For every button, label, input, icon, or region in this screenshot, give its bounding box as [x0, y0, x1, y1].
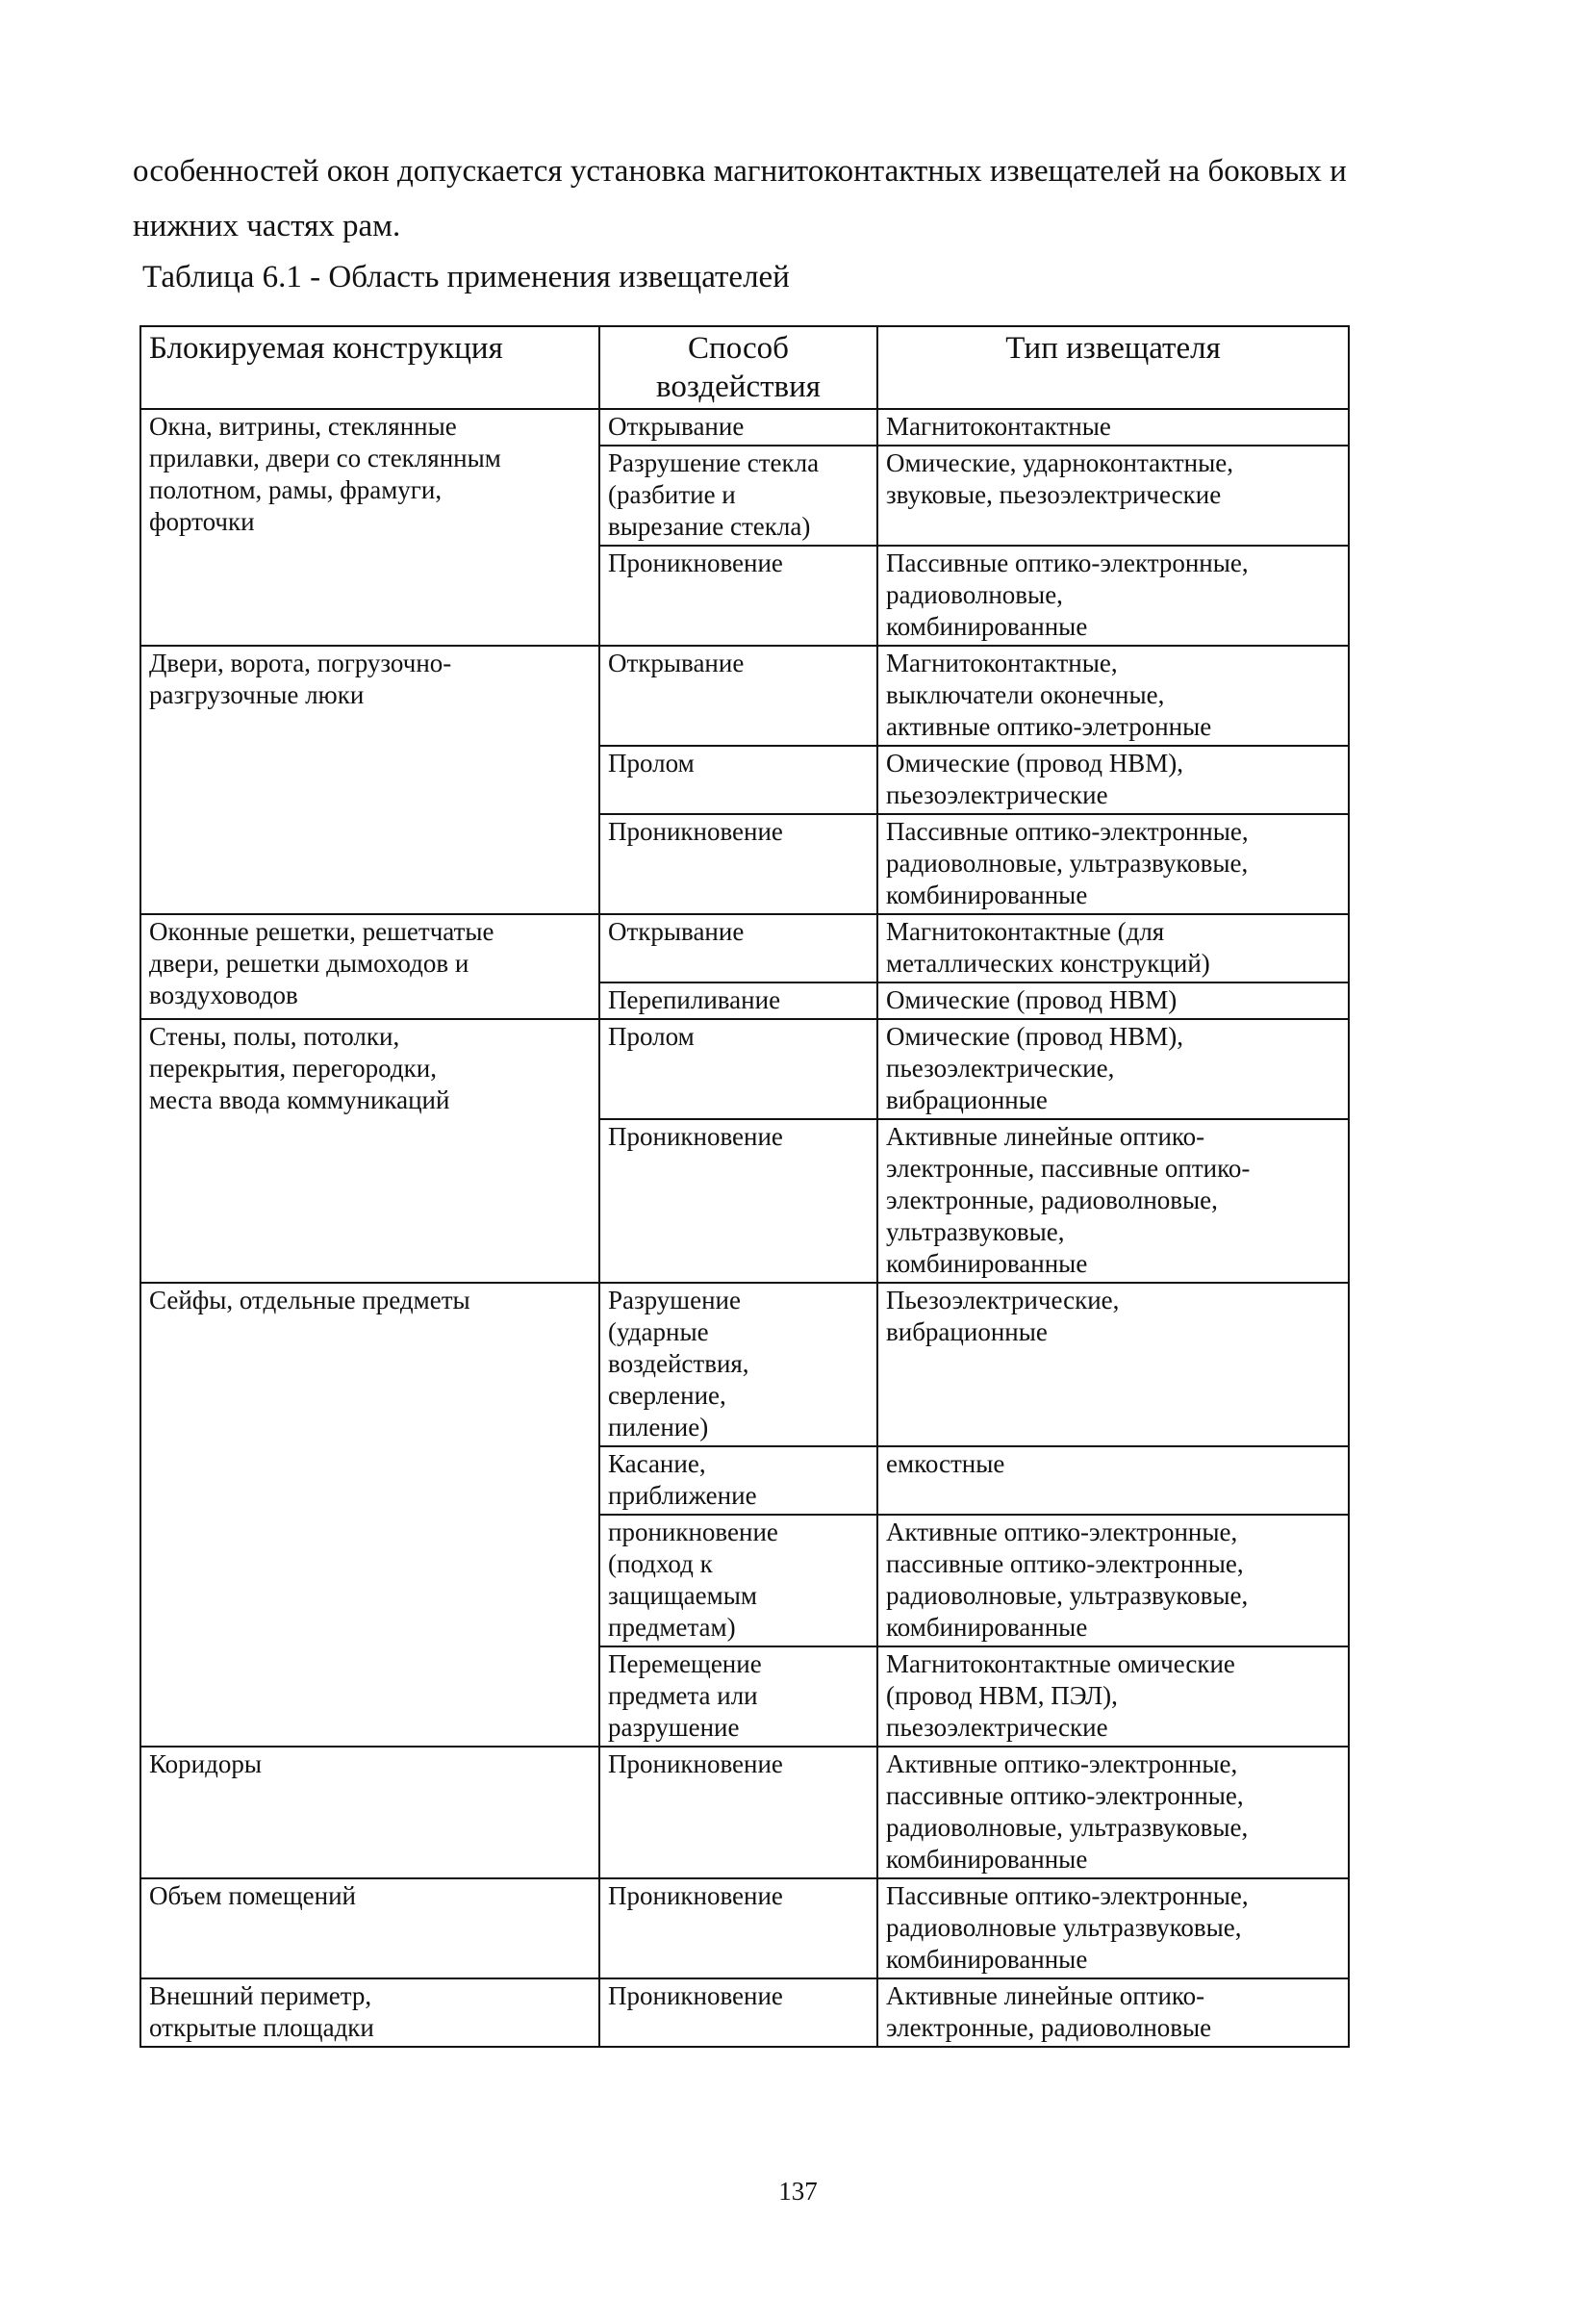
method-cell: Касание, приближение — [599, 1446, 877, 1515]
detector-type-cell: Магнитоконтактные, выключатели оконечные, активные оптико-элетронные — [877, 646, 1349, 746]
construction-cell: Внешний периметр, открытые площадки — [140, 1978, 599, 2047]
method-cell: Проникновение — [599, 1978, 877, 2047]
method-cell: Проникновение — [599, 814, 877, 914]
detector-type-cell: Омические (провод НВМ), пьезоэлектрические — [877, 746, 1349, 814]
table-row — [140, 914, 1349, 982]
detector-type-cell: Омические, ударноконтактные, звуковые, пьезоэлектрические — [877, 446, 1349, 546]
header-construction: Блокируемая конструкция — [140, 326, 599, 409]
method-cell: Пролом — [599, 746, 877, 814]
method-cell: Разрушение (ударные воздействия, сверление, пиление) — [599, 1283, 877, 1446]
construction-cell: Сейфы, отдельные предметы — [140, 1283, 599, 1747]
table-row — [140, 1019, 1349, 1119]
page-number: 137 — [778, 2177, 818, 2206]
construction-cell: Коридоры — [140, 1747, 599, 1878]
detector-type-cell: Пьезоэлектрические, вибрационные — [877, 1283, 1349, 1446]
construction-cell: Оконные решетки, решетчатые двери, решетки дымоходов и воздуховодов — [140, 914, 599, 1019]
detector-type-cell: Пассивные оптико-электронные, радиоволновые ультразвуковые, комбинированные — [877, 1878, 1349, 1978]
method-cell: Перемещение предмета или разрушение — [599, 1646, 877, 1747]
intro-paragraph: особенностей окон допускается установка магнитоконтактных извещателей на боковых и нижних частях рам. — [133, 154, 1347, 243]
detector-type-cell: Активные оптико-электронные, пассивные оптико-электронные, радиоволновые, ультразвуковые, комбинированные — [877, 1515, 1349, 1646]
method-cell: Открывание — [599, 646, 877, 746]
detector-type-cell: Омические (провод НВМ), пьезоэлектрические, вибрационные — [877, 1019, 1349, 1119]
detector-type-cell: Магнитоконтактные — [877, 409, 1349, 446]
table-row — [140, 409, 1349, 446]
detector-type-cell: Пассивные оптико-электронные, радиоволновые, ультразвуковые, комбинированные — [877, 814, 1349, 914]
construction-cell: Двери, ворота, погрузочно- разгрузочные люки — [140, 646, 599, 914]
detector-type-cell: Пассивные оптико-электронные, радиоволновые, комбинированные — [877, 546, 1349, 646]
detector-type-cell: Активные линейные оптико- электронные, радиоволновые — [877, 1978, 1349, 2047]
construction-cell: Окна, витрины, стеклянные прилавки, двери со стеклянным полотном, рамы, фрамуги, форточки — [140, 409, 599, 646]
table-row — [140, 1283, 1349, 1446]
detector-type-cell: Омические (провод НВМ) — [877, 982, 1349, 1019]
method-cell: Проникновение — [599, 1747, 877, 1878]
construction-cell: Стены, полы, потолки, перекрытия, перегородки, места ввода коммуникаций — [140, 1019, 599, 1283]
table-row — [140, 1747, 1349, 1878]
construction-cell: Объем помещений — [140, 1878, 599, 1978]
detector-application-table — [139, 325, 1350, 2048]
table-row — [140, 1878, 1349, 1978]
header-detector-type: Тип извещателя — [877, 326, 1349, 409]
detector-type-cell: Магнитоконтактные (для металлических конструкций) — [877, 914, 1349, 982]
detector-type-cell: Активные оптико-электронные, пассивные оптико-электронные, радиоволновые, ультразвуковые, комбинированные — [877, 1747, 1349, 1878]
method-cell: Перепиливание — [599, 982, 877, 1019]
table-body — [140, 409, 1349, 2047]
detector-type-cell: Активные линейные оптико- электронные, пассивные оптико- электронные, радиоволновые, ультразвуковые, комбинированные — [877, 1119, 1349, 1283]
method-cell: Разрушение стекла (разбитие и вырезание стекла) — [599, 446, 877, 546]
method-cell: Проникновение — [599, 1878, 877, 1978]
table-row — [140, 1978, 1349, 2047]
method-cell: Открывание — [599, 409, 877, 446]
method-cell: Открывание — [599, 914, 877, 982]
method-cell: Проникновение — [599, 546, 877, 646]
table-row — [140, 646, 1349, 746]
table-caption: Таблица 6.1 - Область применения извещателей — [142, 260, 790, 294]
table-header-row — [140, 326, 1349, 409]
method-cell: проникновение (подход к защищаемым предметам) — [599, 1515, 877, 1646]
header-method: Способ воздействия — [599, 326, 877, 409]
detector-type-cell: Магнитоконтактные омические (провод НВМ, ПЭЛ), пьезоэлектрические — [877, 1646, 1349, 1747]
method-cell: Пролом — [599, 1019, 877, 1119]
method-cell: Проникновение — [599, 1119, 877, 1283]
detector-type-cell: емкостные — [877, 1446, 1349, 1515]
